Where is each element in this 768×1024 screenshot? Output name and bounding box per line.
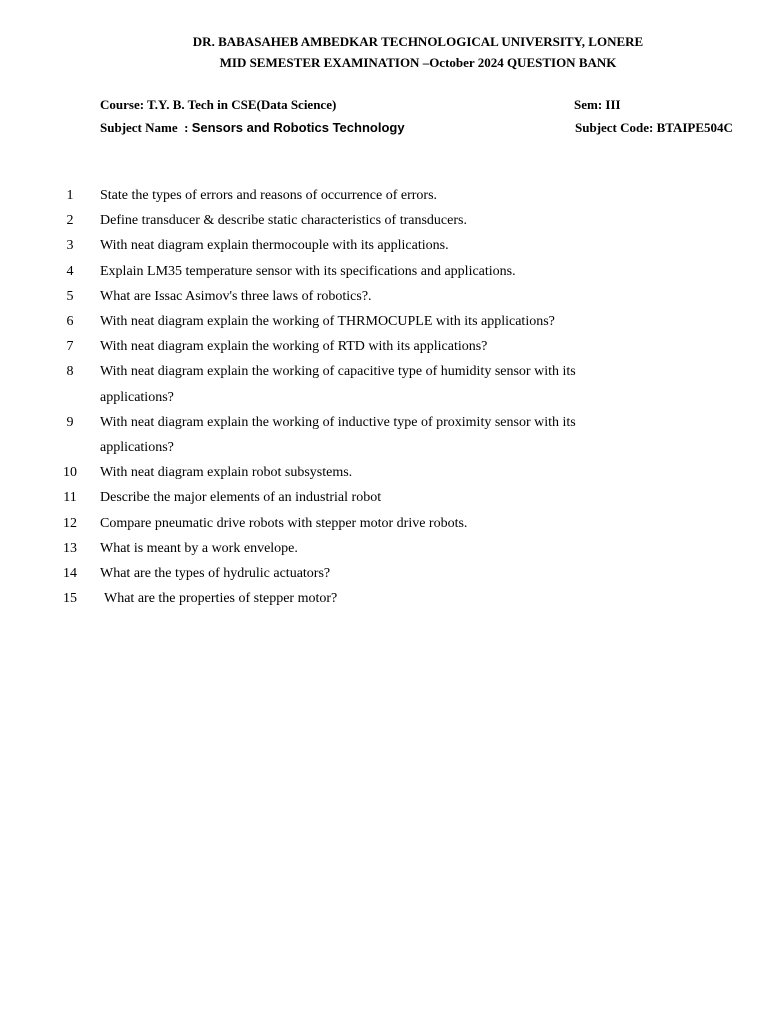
question-list xyxy=(0,183,768,611)
exam-title: MID SEMESTER EXAMINATION –October 2024 QUESTION BANK xyxy=(219,55,617,70)
question-text: What are Issac Asimov's three laws of robotics?. xyxy=(100,288,372,304)
question-item xyxy=(0,410,768,460)
question-number: 13 xyxy=(63,540,77,556)
subject-name xyxy=(100,120,405,136)
question-item xyxy=(0,309,768,334)
question-number: 12 xyxy=(63,515,77,531)
question-number: 3 xyxy=(66,238,74,254)
question-item xyxy=(0,536,768,561)
question-item xyxy=(0,334,768,359)
question-text: With neat diagram explain the working of RTD with its applications? xyxy=(100,339,488,355)
question-text: With neat diagram explain thermocouple with its applications. xyxy=(100,238,449,254)
question-item xyxy=(0,183,768,208)
semester-label: Sem: III xyxy=(574,97,621,112)
question-item xyxy=(0,511,768,536)
question-text: Compare pneumatic drive robots with stepper motor drive robots. xyxy=(100,515,468,531)
subject-name-prefix: Subject Name : xyxy=(100,120,192,135)
question-number: 2 xyxy=(66,213,74,229)
question-item xyxy=(0,233,768,258)
question-text: With neat diagram explain the working of THRMOCUPLE with its applications? xyxy=(100,314,555,330)
question-item xyxy=(0,460,768,485)
question-number: 11 xyxy=(63,490,77,506)
question-text: Describe the major elements of an industrial robot xyxy=(100,490,382,506)
question-text: What is meant by a work envelope. xyxy=(100,540,298,556)
question-item xyxy=(0,359,768,409)
question-text: State the types of errors and reasons of occurrence of errors. xyxy=(100,188,438,203)
question-number: 5 xyxy=(66,288,74,304)
subject-code: Subject Code: BTAIPE504C xyxy=(575,120,733,135)
question-item xyxy=(0,208,768,233)
subject-name-value: Sensors and Robotics Technology xyxy=(191,120,405,135)
course-label: Course: T.Y. B. Tech in CSE(Data Science) xyxy=(100,97,337,112)
question-number: 14 xyxy=(63,566,77,582)
question-number: 7 xyxy=(66,339,74,355)
question-number: 6 xyxy=(66,314,74,330)
question-text: With neat diagram explain robot subsystems. xyxy=(100,465,353,481)
question-item xyxy=(0,259,768,284)
question-number: 4 xyxy=(66,263,74,279)
question-number: 8 xyxy=(66,364,74,380)
question-number: 15 xyxy=(63,591,77,607)
question-text: With neat diagram explain the working of capacitive type of humidity sensor with its applications? xyxy=(100,364,576,405)
question-number: 1 xyxy=(66,188,74,203)
question-item xyxy=(0,284,768,309)
question-number: 9 xyxy=(66,414,74,430)
question-item xyxy=(0,485,768,510)
question-item xyxy=(0,561,768,586)
question-text: What are the types of hydrulic actuators? xyxy=(100,566,331,582)
question-text: What are the properties of stepper motor? xyxy=(104,591,338,607)
question-text: Define transducer & describe static characteristics of transducers. xyxy=(100,213,467,229)
question-item xyxy=(0,586,768,611)
question-text: With neat diagram explain the working of inductive type of proximity sensor with its applications? xyxy=(100,414,576,456)
question-text: Explain LM35 temperature sensor with its specifications and applications. xyxy=(100,263,516,279)
university-title: DR. BABASAHEB AMBEDKAR TECHNOLOGICAL UNIVERSITY, LONERE xyxy=(192,34,644,49)
question-number: 10 xyxy=(63,465,77,481)
